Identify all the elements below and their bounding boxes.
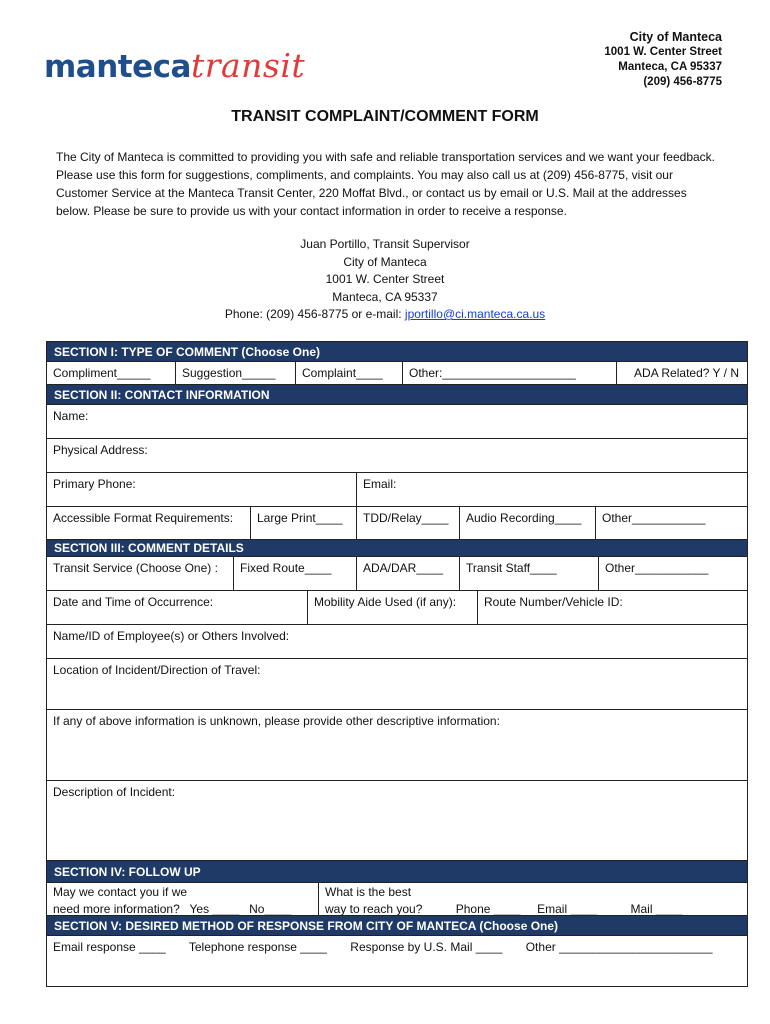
manteca-transit-logo <box>44 46 305 85</box>
name-field[interactable]: Name: <box>53 409 89 423</box>
phone-email-row <box>47 473 747 507</box>
location-row <box>47 659 747 710</box>
accessible-format-row <box>47 507 747 540</box>
date-time-field[interactable]: Date and Time of Occurrence: <box>47 591 308 624</box>
date-mobility-route-row <box>47 591 747 625</box>
other-option[interactable]: Other:____________________ <box>403 362 617 384</box>
section-5-header: SECTION V: DESIRED METHOD OF RESPONSE FROM CITY OF MANTECA (Choose One) <box>47 916 747 936</box>
logo-word-manteca: manteca <box>44 49 191 85</box>
complaint-form <box>46 341 748 987</box>
intro-paragraph: The City of Manteca is committed to providing you with safe and reliable transportation services and we want your feedback. Please use this form for suggestions, compliments, and complaints. You may also call us at (209) 456-8775, visit our Customer Service at the Manteca Transit Center, 220 Moffat Blvd., or contact us by email or U.S. Mail at the addresses below. Please be sure to provide us with your contact information in order to receive a response. <box>56 150 715 218</box>
contact-street: 1001 W. Center Street <box>325 272 445 286</box>
contact-question-line2: need more information? Yes ____ No____ <box>53 902 292 915</box>
suggestion-option[interactable]: Suggestion_____ <box>176 362 296 384</box>
complaint-option[interactable]: Complaint____ <box>296 362 403 384</box>
page-title: TRANSIT COMPLAINT/COMMENT FORM <box>231 108 539 125</box>
physical-address-field[interactable]: Physical Address: <box>53 443 148 457</box>
primary-phone-field[interactable]: Primary Phone: <box>47 473 357 506</box>
contact-block <box>0 236 770 324</box>
contact-citystate: Manteca, CA 95337 <box>332 289 438 304</box>
address-citystate: Manteca, CA 95337 <box>618 61 722 73</box>
ada-related-option[interactable]: ADA Related? Y / N <box>634 366 739 380</box>
response-method-row <box>47 936 747 962</box>
other-format-option[interactable]: Other___________ <box>602 511 706 525</box>
reach-question-line1: What is the best <box>325 885 412 899</box>
contact-org: City of Manteca <box>343 254 427 269</box>
location-field[interactable]: Location of Incident/Direction of Travel: <box>53 663 261 677</box>
address-row <box>47 439 747 473</box>
city-address-block <box>604 30 722 90</box>
accessible-format-label: Accessible Format Requirements: <box>47 507 251 539</box>
description-row <box>47 781 747 861</box>
audio-recording-option[interactable]: Audio Recording____ <box>460 507 596 539</box>
contact-question-line1: May we contact you if we <box>53 885 188 899</box>
large-print-option[interactable]: Large Print____ <box>251 507 357 539</box>
follow-up-row <box>47 883 747 916</box>
ada-dar-option[interactable]: ADA/DAR____ <box>357 557 460 590</box>
transit-service-row <box>47 557 747 591</box>
descriptive-info-field[interactable]: If any of above information is unknown, please provide other descriptive information: <box>53 714 500 728</box>
logo-word-transit: transit <box>190 46 306 85</box>
employee-field[interactable]: Name/ID of Employee(s) or Others Involved: <box>53 629 290 643</box>
fixed-route-option[interactable]: Fixed Route____ <box>234 557 357 590</box>
transit-service-label: Transit Service (Choose One) : <box>47 557 234 590</box>
incident-description-field[interactable]: Description of Incident: <box>53 785 176 799</box>
other-service-option[interactable]: Other___________ <box>605 561 709 575</box>
section-4-header: SECTION IV: FOLLOW UP <box>47 861 747 883</box>
address-phone: (209) 456-8775 <box>643 76 722 88</box>
contact-email-link[interactable]: jportillo@ci.manteca.ca.us <box>404 307 546 321</box>
employee-row <box>47 625 747 659</box>
route-vehicle-field[interactable]: Route Number/Vehicle ID: <box>484 595 623 609</box>
contact-permission-field[interactable] <box>47 883 319 915</box>
contact-phone-email <box>0 306 770 324</box>
name-row <box>47 405 747 439</box>
reach-method-field[interactable] <box>319 883 747 915</box>
unknown-info-row <box>47 710 747 781</box>
compliment-option[interactable]: Compliment_____ <box>47 362 176 384</box>
tdd-relay-option[interactable]: TDD/Relay____ <box>357 507 460 539</box>
transit-staff-option[interactable]: Transit Staff____ <box>460 557 599 590</box>
reach-question-line2: way to reach you? Phone ____ Email ____ Mail ____ <box>325 902 683 915</box>
section-2-header: SECTION II: CONTACT INFORMATION <box>47 385 747 405</box>
section-1-header: SECTION I: TYPE OF COMMENT (Choose One) <box>47 342 747 362</box>
address-street: 1001 W. Center Street <box>604 46 722 58</box>
email-field[interactable]: Email: <box>363 477 397 491</box>
mobility-aide-field[interactable]: Mobility Aide Used (if any): <box>308 591 478 624</box>
contact-name: Juan Portillo, Transit Supervisor <box>300 237 470 251</box>
contact-phone: Phone: (209) 456-8775 or e-mail: <box>224 307 405 321</box>
response-method-options[interactable]: Email response ____ Telephone response ____ Response by U.S. Mail ____ Other _______________________ <box>53 940 713 954</box>
comment-type-row <box>47 362 747 385</box>
section-3-header: SECTION III: COMMENT DETAILS <box>47 540 747 557</box>
address-city: City of Manteca <box>629 30 722 44</box>
